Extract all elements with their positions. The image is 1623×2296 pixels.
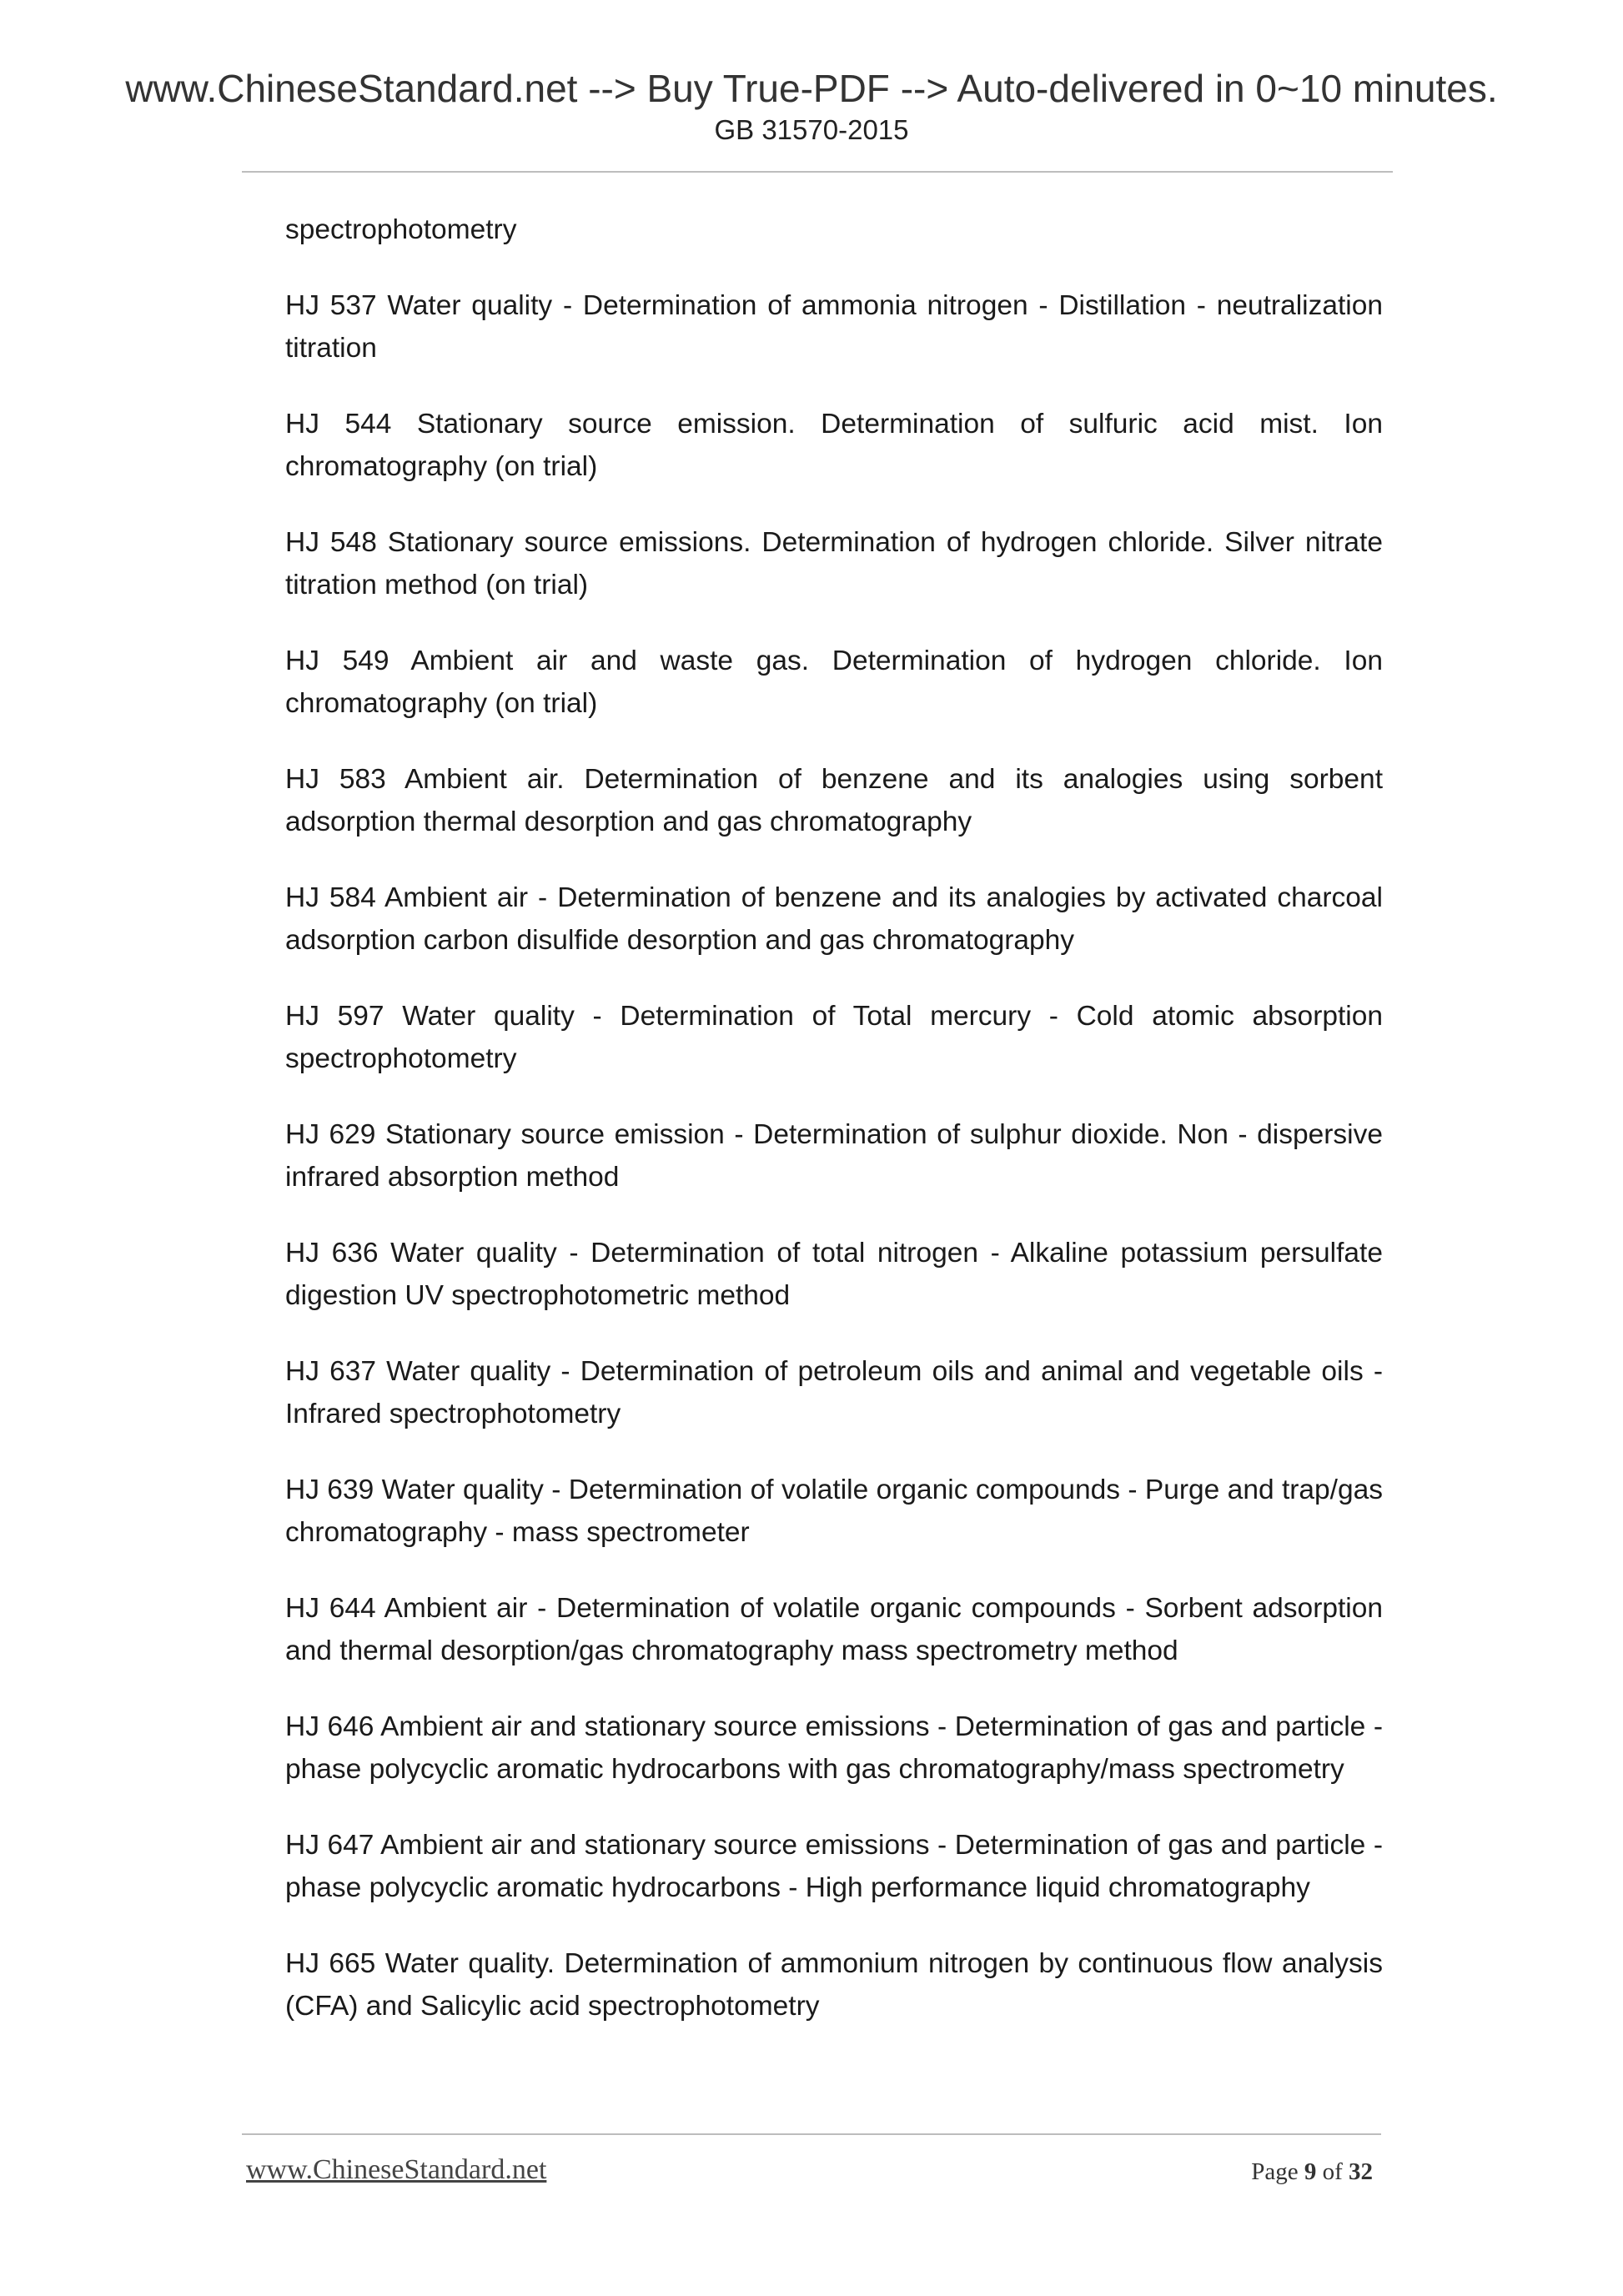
list-item: HJ 647 Ambient air and stationary source emissions - Determination of gas and particle - phase polycyclic aromatic hydrocarbons - High performance liquid chromatography: [285, 1830, 1383, 1903]
page-prefix: Page: [1251, 2158, 1299, 2185]
list-item: HJ 646 Ambient air and stationary source emissions - Determination of gas and particle - phase polycyclic aromatic hydrocarbons with gas chromatography/mass spectrometry: [285, 1711, 1383, 1785]
list-item: HJ 549 Ambient air and waste gas. Determination of hydrogen chloride. Ion chromatography (on trial): [285, 646, 1383, 719]
standard-code: GB 31570-2015: [714, 114, 909, 145]
page-number: [1251, 2155, 1373, 2188]
list-item: HJ 597 Water quality - Determination of Total mercury - Cold atomic absorption spectrophotometry: [285, 1001, 1383, 1074]
footer-divider: [242, 2133, 1381, 2135]
list-item: HJ 584 Ambient air - Determination of benzene and its analogies by activated charcoal adsorption carbon disulfide desorption and gas chromatography: [285, 882, 1383, 956]
top-banner-link[interactable]: www.ChineseStandard.net --> Buy True-PDF --> Auto-delivered in 0~10 minutes.: [125, 67, 1498, 110]
list-item: HJ 644 Ambient air - Determination of volatile organic compounds - Sorbent adsorption and thermal desorption/gas chromatography mass spectrometry method: [285, 1593, 1383, 1666]
list-item: HJ 629 Stationary source emission - Determination of sulphur dioxide. Non - dispersive infrared absorption method: [285, 1119, 1383, 1193]
page-total: 32: [1349, 2158, 1373, 2185]
list-item: HJ 639 Water quality - Determination of volatile organic compounds - Purge and trap/gas chromatography - mass spectrometer: [285, 1475, 1383, 1548]
reference-list: [285, 208, 1383, 2061]
list-item: HJ 665 Water quality. Determination of ammonium nitrogen by continuous flow analysis (CFA) and Salicylic acid spectrophotometry: [285, 1948, 1383, 2022]
list-item: HJ 548 Stationary source emissions. Determination of hydrogen chloride. Silver nitrate titration method (on trial): [285, 527, 1383, 600]
footer-site-link[interactable]: www.ChineseStandard.net: [246, 2154, 547, 2185]
list-item: HJ 583 Ambient air. Determination of benzene and its analogies using sorbent adsorption thermal desorption and gas chromatography: [285, 764, 1383, 837]
list-item: HJ 537 Water quality - Determination of ammonia nitrogen - Distillation - neutralization titration: [285, 290, 1383, 364]
page-of: of: [1322, 2158, 1343, 2185]
header-divider: [242, 171, 1393, 173]
page-current: 9: [1304, 2158, 1317, 2185]
list-item: HJ 637 Water quality - Determination of petroleum oils and animal and vegetable oils - Infrared spectrophotometry: [285, 1356, 1383, 1429]
list-item: HJ 636 Water quality - Determination of total nitrogen - Alkaline potassium persulfate digestion UV spectrophotometric method: [285, 1238, 1383, 1311]
list-item: HJ 544 Stationary source emission. Determination of sulfuric acid mist. Ion chromatography (on trial): [285, 409, 1383, 482]
list-item: spectrophotometry: [285, 214, 517, 245]
